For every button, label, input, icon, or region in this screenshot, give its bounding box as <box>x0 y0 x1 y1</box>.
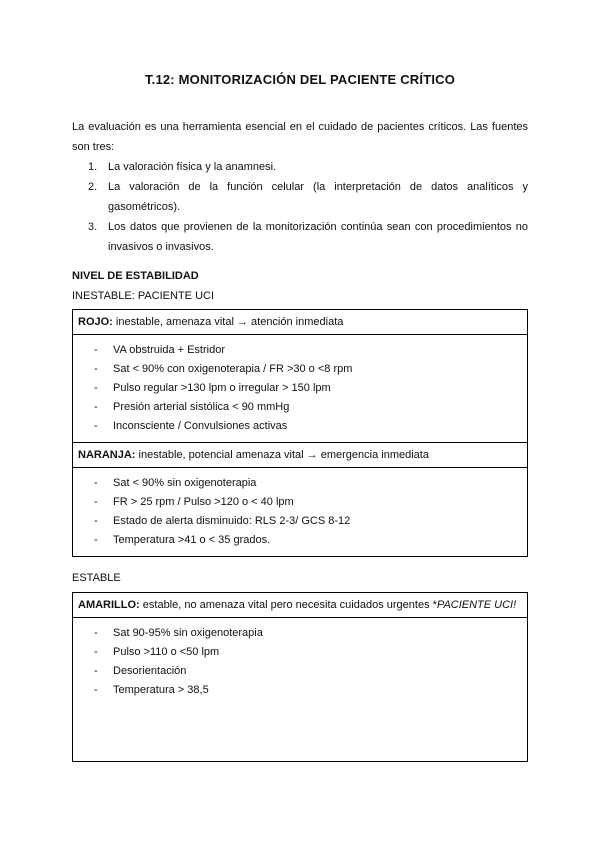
list-item <box>73 531 527 550</box>
criterion-text: Estado de alerta disminuido: RLS 2-3/ GCS 8-12 <box>113 515 351 527</box>
list-item <box>88 177 528 217</box>
dash: - <box>94 684 98 696</box>
amarillo-note: PACIENTE UCI! <box>436 599 517 611</box>
amarillo-criteria <box>73 618 527 700</box>
naranja-header <box>73 443 527 468</box>
amarillo-label: AMARILLO: <box>78 599 140 611</box>
list-item <box>88 157 528 177</box>
list-text: La valoración de la función celular (la interpretación de datos analíticos y gasométricos). <box>108 181 528 213</box>
dash: - <box>94 534 98 546</box>
dash: - <box>94 665 98 677</box>
dash: - <box>94 363 98 375</box>
dash: - <box>94 496 98 508</box>
criterion-text: Pulso >110 o <50 lpm <box>113 646 220 658</box>
dash: - <box>94 477 98 489</box>
list-item <box>73 474 527 493</box>
naranja-criteria <box>73 468 527 556</box>
list-item <box>73 624 527 643</box>
criterion-text: Temperatura >41 o < 35 grados. <box>113 534 271 546</box>
list-item <box>73 379 527 398</box>
rojo-criteria <box>73 335 527 443</box>
list-item <box>73 643 527 662</box>
list-item <box>73 493 527 512</box>
naranja-label: NARANJA: <box>78 449 136 461</box>
list-number: 2. <box>88 181 98 193</box>
criterion-text: Desorientación <box>113 665 187 677</box>
criterion-text: Pulso regular >130 lpm o irregular > 150 lpm <box>113 382 331 394</box>
naranja-description: inestable, potencial amenaza vital → emergencia inmediata <box>135 449 429 461</box>
list-item <box>73 681 527 700</box>
dash: - <box>94 382 98 394</box>
unstable-box <box>72 309 528 557</box>
stable-box <box>72 592 528 762</box>
dash: - <box>94 646 98 658</box>
list-item <box>73 417 527 436</box>
stable-heading: ESTABLE <box>72 572 121 584</box>
rojo-label: ROJO: <box>78 316 113 328</box>
list-item <box>73 360 527 379</box>
list-item <box>73 398 527 417</box>
criterion-text: Inconsciente / Convulsiones activas <box>113 420 288 432</box>
list-item <box>73 512 527 531</box>
amarillo-description: estable, no amenaza vital pero necesita cuidados urgentes * <box>139 599 437 611</box>
criterion-text: Temperatura > 38,5 <box>113 684 209 696</box>
criterion-text: VA obstruida + Estridor <box>113 344 225 356</box>
rojo-description: inestable, amenaza vital → atención inmediata <box>112 316 344 328</box>
list-item <box>88 217 528 257</box>
criterion-text: Sat < 90% sin oxigenoterapia <box>113 477 257 489</box>
list-number: 3. <box>88 221 98 233</box>
list-number: 1. <box>88 161 98 173</box>
sources-list <box>88 157 528 257</box>
criterion-text: Sat < 90% con oxigenoterapia / FR >30 o <8 rpm <box>113 363 353 375</box>
dash: - <box>94 420 98 432</box>
stability-heading: NIVEL DE ESTABILIDAD <box>72 270 199 282</box>
dash: - <box>94 401 98 413</box>
criterion-text: FR > 25 rpm / Pulso >120 o < 40 lpm <box>113 496 294 508</box>
criterion-text: Sat 90-95% sin oxigenoterapia <box>113 627 263 639</box>
rojo-header <box>73 310 527 335</box>
list-item <box>73 662 527 681</box>
dash: - <box>94 515 98 527</box>
unstable-heading: INESTABLE: PACIENTE UCI <box>72 290 215 302</box>
list-text: Los datos que provienen de la monitorización continúa sean con procedimientos no invasivos o invasivos. <box>108 221 528 253</box>
list-item <box>73 341 527 360</box>
dash: - <box>94 344 98 356</box>
page-title: T.12: MONITORIZACIÓN DEL PACIENTE CRÍTICO <box>144 72 456 87</box>
intro-paragraph: La evaluación es una herramienta esencial en el cuidado de pacientes críticos. Las fuentes son tres: <box>72 121 528 153</box>
list-text: La valoración física y la anamnesi. <box>108 161 277 173</box>
dash: - <box>94 627 98 639</box>
amarillo-header <box>73 593 527 618</box>
criterion-text: Presión arterial sistólica < 90 mmHg <box>113 401 290 413</box>
